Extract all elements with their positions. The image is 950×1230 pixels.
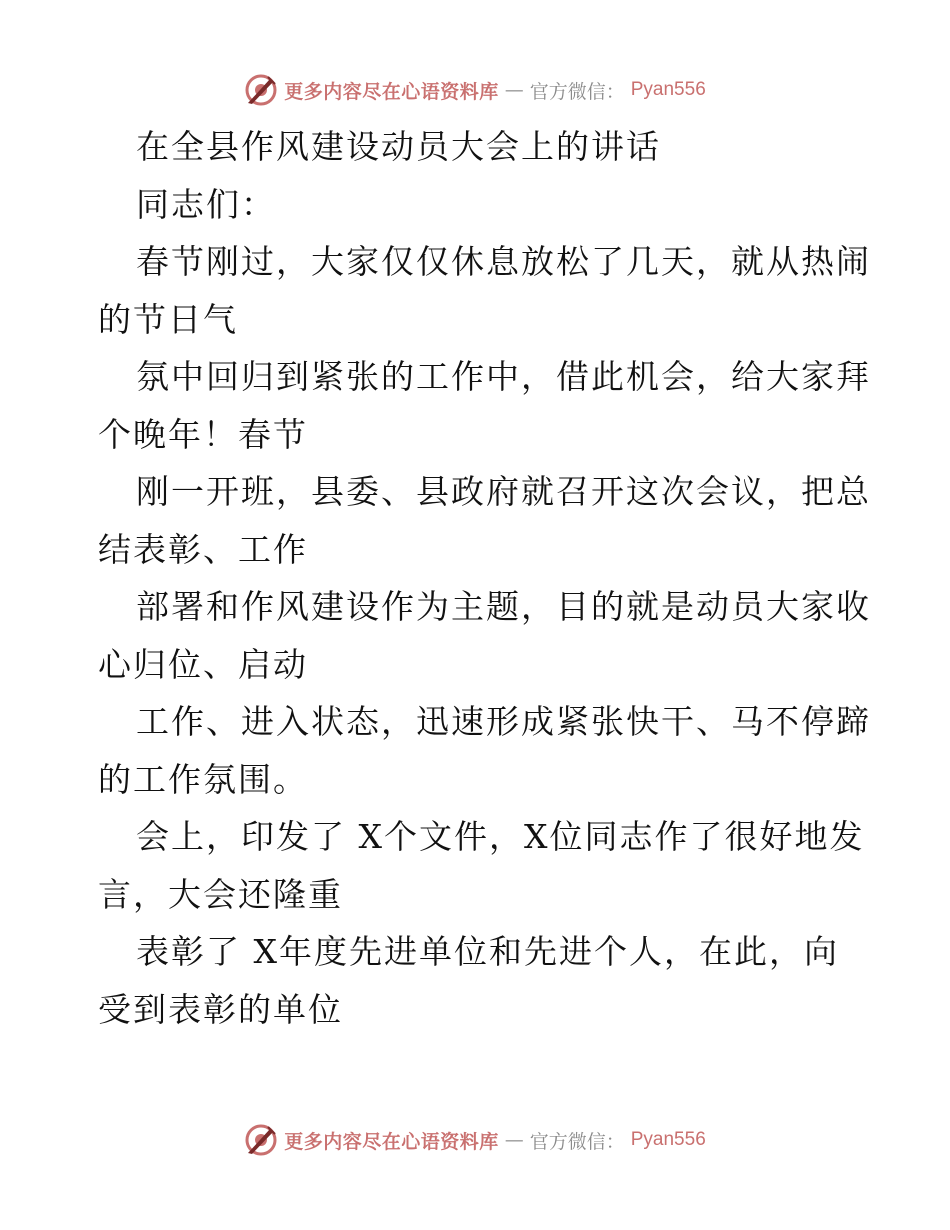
paragraph-line: 结表彰、工作 (98, 529, 308, 569)
paragraph-line: 部署和作风建设作为主题，目的就是动员大家收 (136, 587, 871, 626)
watermark-separator: — (504, 79, 524, 101)
watermark-id: Pyan556 (630, 1129, 706, 1150)
watermark-sub-text: 官方微信： (529, 1130, 625, 1153)
watermark-header (0, 70, 950, 110)
paragraph-line: 氛中回归到紧张的工作中，借此机会，给大家拜 (136, 357, 871, 396)
salutation: 同志们： (136, 184, 276, 224)
paragraph-line: 受到表彰的单位 (98, 989, 343, 1029)
paragraph-lines (98, 233, 871, 1038)
paragraph-line: 表彰了 X年度先进单位和先进个人，在此，向 (136, 932, 839, 971)
paragraph-line: 春节刚过，大家仅仅休息放松了几天，就从热闹 (136, 242, 871, 281)
watermark-main-text: 更多内容尽在心语资料库 (284, 80, 499, 103)
watermark-main-text: 更多内容尽在心语资料库 (284, 1130, 499, 1153)
document-title: 在全县作风建设动员大会上的讲话 (136, 127, 661, 166)
paragraph-line: 刚一开班，县委、县政府就召开这次会议，把总 (136, 472, 871, 511)
paragraph-line: 会上，印发了 X个文件，X位同志作了很好地发 (136, 817, 865, 856)
paragraph-line: 的节日气 (98, 299, 238, 339)
document-body (98, 118, 871, 1038)
paragraph-line: 的工作氛围。 (98, 759, 308, 799)
quill-logo-icon (244, 73, 278, 107)
paragraph-line: 言，大会还隆重 (98, 874, 343, 914)
watermark-footer (0, 1120, 950, 1160)
quill-logo-icon (244, 1123, 278, 1157)
watermark-id: Pyan556 (630, 79, 706, 100)
paragraph-line: 个晚年！春节 (98, 414, 308, 454)
watermark-sub-text: 官方微信： (529, 80, 625, 103)
paragraph-line: 工作、进入状态，迅速形成紧张快干、马不停蹄 (136, 702, 871, 741)
watermark-separator: — (504, 1129, 524, 1151)
paragraph-line: 心归位、启动 (98, 644, 308, 684)
